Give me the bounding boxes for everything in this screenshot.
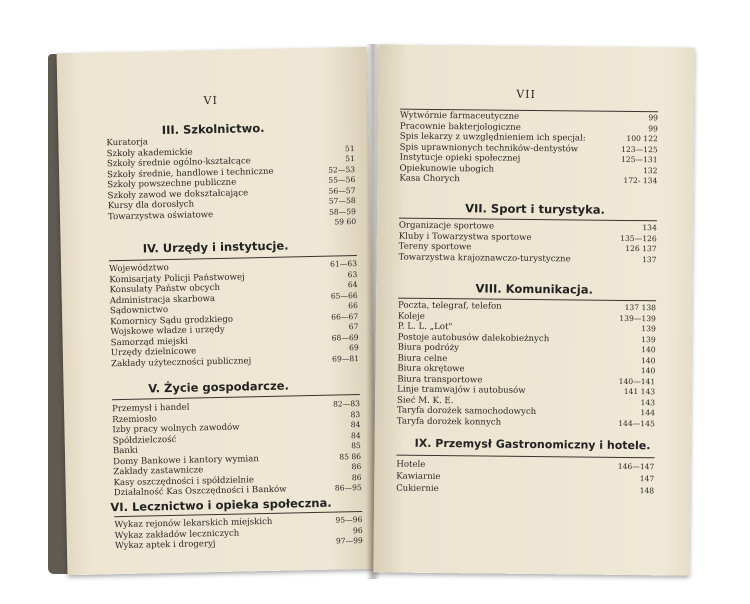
list-item: Szkoły średnie, handlowe i techniczne 52—53 [107, 164, 356, 180]
section-entries [114, 515, 363, 552]
list-item: Urzędy dzielnicowe 69 [110, 343, 359, 359]
list-item: Tereny sportowe 126 137 [398, 241, 657, 254]
list-item: Banki 85 [112, 441, 361, 457]
list-item: Kasa Chorych 172- 134 [399, 173, 658, 186]
list-item: Szkoły powszechne publiczne 55—56 [107, 175, 356, 191]
list-item: Organizacje sportowe 134 [398, 220, 657, 233]
list-item: Biura podróży 140 [397, 342, 656, 355]
list-item: Cukiernie 148 [396, 483, 655, 496]
section-title: VIII. Komunikacja. [475, 281, 593, 297]
list-item: Kursy dla dorosłych 57—58 [107, 196, 356, 212]
list-item: Spis lekarzy z uwzględnieniem ich specjal: 100 122 [399, 131, 658, 144]
list-item: Kawiarnie 147 [396, 471, 655, 484]
list-item: Spis uprawnionych techników-dentystów 123—125 [399, 142, 658, 154]
section-title: VI. Lecznictwo i opieka społeczna. [110, 495, 332, 515]
list-item: Kluby i Towarzystwa sportowe 135—126 [398, 231, 657, 243]
list-item: Komisarjaty Policji Państwowej 63 [109, 269, 358, 285]
section-title: III. Szkolnictwo. [161, 120, 265, 138]
list-item: Kuratorja [106, 137, 149, 149]
right-page [373, 44, 695, 575]
list-item: Wojskowe władze i urzędy 67 [110, 322, 359, 338]
list-item: Sądownictwo 66 [109, 301, 359, 317]
list-item: Szkoły średnie ogólno-kształcące 51 [106, 154, 355, 170]
list-item: Szkoły zawod we dokształcające 56—57 [107, 185, 356, 201]
list-item: Izby pracy wolnych zawodów 84 [112, 420, 361, 436]
open-book [48, 44, 698, 579]
list-item: Instytucje opieki społecznej 125—131 [399, 152, 658, 165]
section-entries [109, 259, 359, 369]
list-item: Sieć M. K. E. 143 [396, 395, 656, 407]
list-item: Domy Bankowe i kantory wymian 85 86 [113, 451, 362, 467]
list-item: Biura celne 140 [397, 353, 656, 365]
page-number: VII [516, 87, 536, 102]
list-item: Rzemiosło 83 [112, 409, 361, 425]
list-item: Taryfa dorożek konnych 144—145 [396, 416, 655, 428]
list-item: Administracja skarbowa 65—66 [109, 290, 358, 306]
list-item: Taryfa dorożek samochodowych 144 [396, 405, 655, 418]
list-item: Zakłady zastawnicze 86 [113, 462, 362, 478]
list-item: Pracownie bakterjologiczne 99 [399, 121, 658, 133]
section-entries [399, 111, 658, 187]
section-title: IX. Przemysł Gastronomiczny i hotele. [414, 436, 651, 453]
list-item: Komornicy Sądu grodzkiego 66—67 [110, 311, 359, 327]
page-number: VI [203, 93, 219, 108]
list-item: Województwo 61—63 [108, 259, 358, 275]
section-title: IV. Urzędy i instytucje. [142, 238, 289, 256]
section-entries [106, 133, 356, 233]
list-item: Towarzystwa oświatowe 58—59 [107, 206, 357, 222]
list-item: Zakłady użyteczności publicznej 69—81 [110, 353, 360, 369]
list-item: Konsulaty Państw obcych 64 [109, 280, 358, 296]
list-item: Biura okrętowe 140 [397, 363, 656, 376]
list-item: Wykaz aptek i drogeryj 97—99 [114, 535, 363, 552]
list-item: Samorząd miejski 68—69 [110, 332, 359, 348]
section-entries [396, 459, 654, 498]
list-item: Koleje 139—139 [397, 311, 656, 323]
list-item: 59 60 [334, 217, 357, 227]
list-item: Spółdzielczość 84 [112, 430, 361, 446]
list-item: Poczta, telegraf, telefon 137 138 [397, 300, 657, 313]
list-item: Towarzystwa krajoznawczo-turystyczne 137 [398, 252, 657, 264]
divider [396, 455, 654, 459]
list-item: Linje tramwajów i autobusów 141 143 [397, 384, 656, 397]
list-item: Przemysł i handel 82—83 [111, 399, 361, 415]
left-page [57, 47, 378, 575]
list-item: Szkoły akademickie 51 [106, 143, 355, 159]
list-item: Wytwórnie farmaceutyczne 99 [399, 110, 659, 123]
section-title: V. Życie gospodarcze. [148, 378, 290, 396]
list-item: P. L. L. „Lot" 139 [397, 321, 656, 334]
section-entries [398, 221, 656, 266]
list-item: Biura transportowe 140—141 [397, 374, 656, 386]
section-entries [112, 399, 362, 499]
list-item: Opiekunowie ubogich 132 [399, 163, 658, 175]
list-item: Kasy oszczędności i spółdzielnie 86 [113, 472, 362, 488]
list-item: Hotele 146—147 [396, 459, 655, 472]
list-item: Wykaz rejonów lekarskich miejskich 95—96 [114, 515, 363, 531]
section-title: VII. Sport i turystyka. [465, 201, 606, 217]
list-item: Działalność Kas Oszczędności i Banków 86—95 [113, 483, 362, 499]
section-entries [397, 301, 656, 430]
list-item: Wykaz zakładów leczniczych 96 [114, 525, 363, 541]
list-item: Postoje autobusów dalekobieżnych 139 [397, 332, 656, 344]
